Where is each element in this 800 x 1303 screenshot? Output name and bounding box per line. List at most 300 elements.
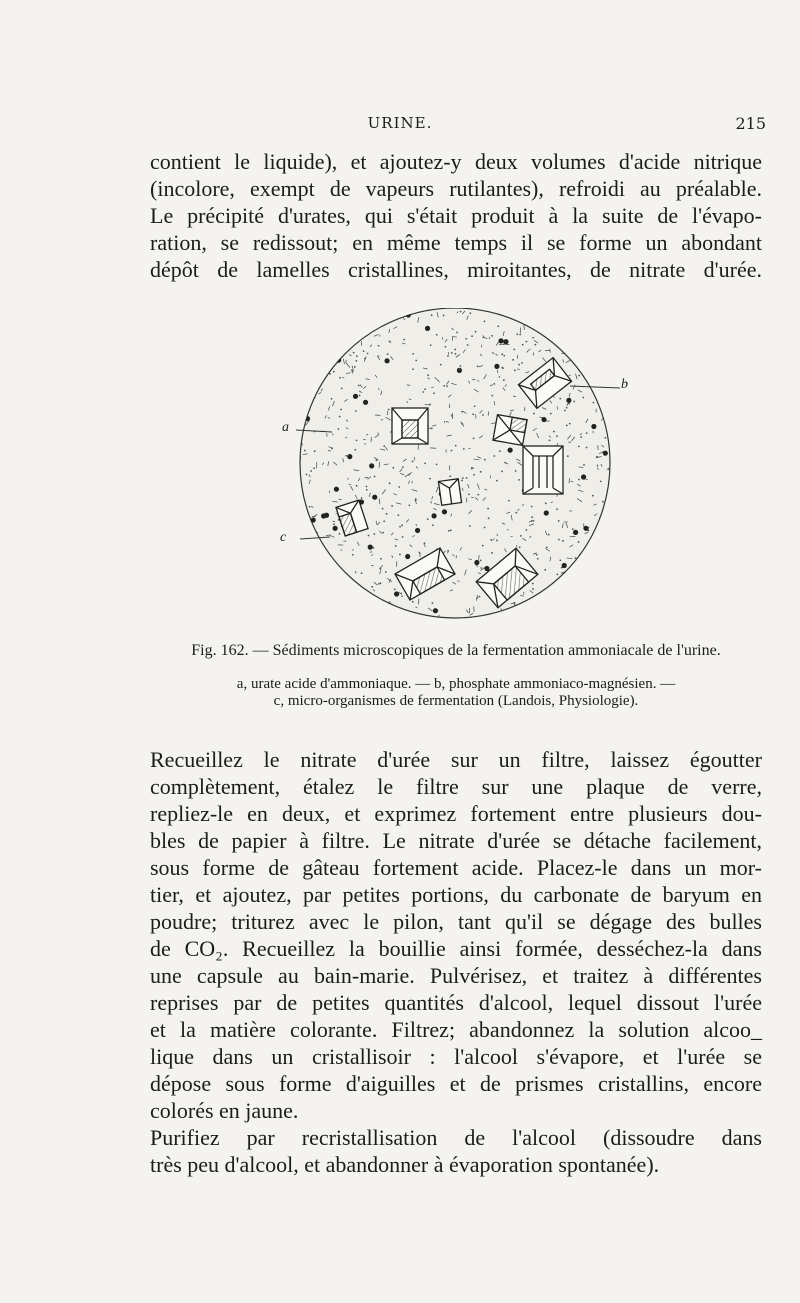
organism-speck [513,349,515,351]
organism-speck [310,332,312,334]
organism-speck [582,605,585,609]
organism-speck [503,339,508,344]
organism-speck [450,529,452,531]
organism-speck [299,364,301,366]
organism-speck [514,602,516,604]
text-line: et la matière colorante. Filtrez; abandonnez la solution alcoo_ [150,1017,762,1042]
organism-speck [521,362,523,364]
organism-speck [348,333,353,338]
text-line: tier, et ajoutez, par petites portions, du carbonate de baryum en [150,882,762,907]
organism-speck [318,327,320,328]
organism-speck [564,308,566,309]
organism-speck [459,365,461,367]
organism-speck [596,613,598,615]
organism-speck [491,395,493,397]
organism-speck [501,367,503,369]
organism-speck [295,406,300,409]
organism-speck [566,425,568,427]
organism-speck [310,604,312,606]
organism-speck [333,523,335,525]
organism-speck [518,313,520,316]
organism-speck [560,318,563,319]
organism-speck [455,353,457,355]
organism-speck [473,437,475,439]
organism-speck [375,460,377,462]
organism-speck [361,572,363,574]
organism-speck [583,327,585,329]
organism-speck [539,321,541,323]
organism-speck [463,448,465,450]
organism-speck [361,497,363,499]
organism-speck [325,607,327,609]
organism-speck [412,368,414,370]
microscope-figure [270,308,630,628]
organism-speck [556,608,557,611]
organism-speck [352,609,357,614]
organism-speck [551,587,553,589]
organism-speck [599,594,601,596]
organism-speck [313,467,315,469]
organism-speck [353,352,355,354]
organism-speck [588,320,590,322]
organism-speck [468,493,470,495]
organism-speck [480,471,482,473]
organism-speck [531,506,533,508]
figure-caption: Fig. 162. — Sédiments microscopiques de la fermentation ammoniacale de l'urine. [191,642,721,659]
organism-speck [477,494,479,496]
organism-speck [542,609,544,611]
organism-speck [550,413,552,415]
organism-speck [301,500,304,501]
organism-speck [586,432,588,434]
organism-speck [585,362,587,364]
organism-speck [306,474,308,476]
organism-speck [394,588,396,590]
paragraph-2 [150,746,762,1124]
organism-speck [544,569,546,571]
organism-speck [603,357,608,360]
organism-speck [532,613,534,615]
organism-speck [378,583,380,585]
organism-speck [386,513,388,515]
crystal [493,415,527,446]
organism-speck [443,385,445,387]
organism-speck [559,398,561,400]
organism-speck [382,532,384,534]
organism-speck [385,571,387,573]
organism-speck [556,574,558,576]
text-line: complètement, étalez le filtre sur une plaque de verre, [150,774,762,799]
organism-speck [366,486,368,488]
organism-speck [382,309,384,311]
organism-speck [556,329,560,331]
organism-speck [541,417,546,422]
organism-speck [392,467,394,469]
organism-speck [516,333,518,335]
organism-speck [494,364,499,369]
organism-speck [366,489,368,491]
organism-speck [383,445,385,447]
organism-speck [313,597,314,599]
organism-speck [388,409,390,411]
organism-speck [605,437,607,439]
organism-speck [557,608,559,610]
organism-speck [333,526,338,531]
organism-speck [474,560,479,565]
organism-speck [515,470,517,472]
sediment-illustration [270,308,630,628]
organism-speck [536,554,538,556]
organism-speck [395,545,397,547]
organism-speck [431,428,433,430]
organism-speck [327,325,329,326]
organism-speck [449,475,451,477]
organism-speck [383,520,385,522]
text-line: ration, se redissout; en même temps il se forme un abondant [150,230,762,255]
organism-speck [391,505,393,507]
organism-speck [549,440,551,442]
organism-speck [387,353,389,355]
organism-speck [605,333,606,336]
organism-speck [573,343,575,345]
organism-speck [518,364,520,366]
figure-legend-line: a, urate acide d'ammoniaque. — b, phosphate ammoniaco-magnésien. — [236,676,676,692]
organism-speck [556,435,558,437]
organism-speck [425,326,430,331]
organism-speck [339,377,341,379]
organism-speck [543,596,545,598]
organism-speck [602,501,604,503]
organism-speck [539,607,541,609]
text-line: reprises par de petites quantités d'alcool, lequel dissout l'urée [150,990,762,1015]
organism-speck [408,504,410,506]
organism-speck [601,589,603,591]
organism-speck [582,325,586,328]
text-line: bles de papier à filtre. Le nitrate d'urée se détache facilement, [150,828,762,853]
organism-speck [533,413,535,415]
organism-speck [331,579,332,581]
organism-speck [520,535,522,537]
organism-speck [579,310,581,313]
organism-speck [582,397,584,399]
organism-speck [585,578,587,580]
organism-speck [493,383,495,385]
organism-speck [572,355,577,360]
organism-speck [460,311,462,313]
organism-speck [299,330,301,332]
organism-speck [465,338,467,340]
organism-speck [363,400,368,405]
organism-speck [396,308,401,312]
organism-speck [339,416,341,418]
text-line: (incolore, exempt de vapeurs rutilantes), refroidi au préalable. [150,176,762,201]
organism-speck [363,350,365,352]
organism-speck [583,526,588,531]
organism-speck [603,613,608,614]
organism-speck [562,540,564,542]
organism-speck [354,366,356,368]
text-line: repliez-le en deux, et exprimez fortement entre plusieurs dou- [150,801,762,826]
organism-speck [600,480,602,482]
organism-speck [600,585,604,587]
organism-speck [374,476,376,478]
organism-speck [352,554,354,556]
organism-speck [309,534,311,535]
text-line: une capsule au bain-marie. Pulvérisez, et traitez à différentes [150,963,762,988]
organism-speck [427,374,429,376]
organism-speck [482,414,484,416]
organism-speck [302,550,304,552]
organism-speck [353,394,358,399]
organism-speck [317,318,319,319]
organism-speck [537,558,539,560]
organism-speck [482,545,484,547]
organism-speck [301,600,306,602]
organism-speck [368,535,370,537]
organism-speck [522,344,524,346]
figure-legend-line: c, micro-organismes de fermentation (Landois, Physiologie). [273,693,639,709]
organism-speck [443,315,445,317]
organism-speck [455,445,457,447]
organism-speck [380,568,382,570]
organism-speck [322,562,324,564]
organism-speck [578,479,580,481]
organism-speck [448,530,450,532]
organism-speck [390,312,392,314]
organism-speck [308,370,312,371]
organism-speck [593,402,595,404]
text-line: Le précipité d'urates, qui s'était produit à la suite de l'évapo- [150,203,762,228]
organism-speck [598,384,600,386]
organism-speck [475,331,477,333]
organism-speck [318,374,320,376]
page-number: 215 [735,114,766,133]
organism-speck [566,407,568,409]
organism-speck [467,344,469,346]
organism-speck [302,386,304,388]
organism-speck [352,588,354,590]
organism-speck [578,446,580,448]
organism-speck [358,385,360,387]
organism-speck [548,617,550,619]
organism-speck [525,529,527,531]
organism-speck [430,344,432,346]
organism-speck [559,331,561,333]
organism-speck [491,335,493,337]
organism-speck [309,316,314,321]
organism-speck [572,528,574,530]
organism-speck [586,447,588,449]
organism-speck [603,451,608,456]
organism-speck [545,502,547,504]
organism-speck [537,609,542,612]
organism-speck [578,541,580,543]
organism-speck [572,611,574,613]
organism-speck [324,513,329,518]
organism-speck [600,352,602,354]
organism-speck [405,554,410,559]
organism-speck [378,345,380,347]
organism-speck [591,588,593,589]
organism-speck [384,358,389,363]
text-line: Recueillez le nitrate d'urée sur un filtre, laissez égoutter [150,747,762,772]
organism-speck [591,615,593,617]
organism-speck [491,552,493,554]
organism-speck [519,611,523,612]
organism-speck [433,392,435,394]
organism-speck [347,454,352,459]
organism-speck [398,486,400,488]
organism-speck [316,578,321,583]
organism-speck [334,487,339,492]
organism-speck [593,563,596,567]
organism-speck [431,513,436,518]
organism-speck [338,428,340,430]
organism-speck [586,598,588,600]
organism-speck [383,613,385,615]
organism-speck [451,352,453,354]
organism-speck [484,459,486,461]
organism-speck [496,480,498,482]
organism-speck [582,314,583,316]
organism-speck [402,536,404,538]
organism-speck [592,495,594,497]
organism-speck [311,582,316,587]
organism-speck [322,352,327,353]
organism-speck [446,385,448,387]
organism-speck [497,325,499,327]
organism-speck [349,595,354,600]
organism-speck [314,450,316,452]
organism-speck [372,495,377,500]
organism-speck [306,367,308,369]
organism-speck [546,546,548,548]
organism-speck [389,482,391,484]
organism-speck [415,360,417,362]
organism-speck [532,337,534,339]
organism-speck [333,371,335,373]
organism-speck [332,327,334,329]
organism-speck [577,571,579,573]
organism-speck [320,598,322,600]
organism-speck [518,608,519,610]
organism-speck [400,613,405,618]
organism-speck [318,581,320,583]
organism-speck [319,349,321,351]
organism-speck [310,470,312,472]
crystal [392,408,428,444]
organism-speck [607,344,608,347]
organism-speck [373,547,375,549]
organism-speck [532,588,534,590]
organism-speck [380,335,381,337]
text-line: colorés en jaune. [150,1098,299,1123]
organism-speck [456,331,458,333]
organism-speck [548,534,550,536]
organism-speck [569,423,571,425]
organism-speck [333,602,334,606]
organism-speck [518,479,520,481]
organism-speck [318,538,319,544]
organism-speck [371,586,373,588]
text-line: lique dans un cristallisoir : l'alcool s'évapore, et l'urée se [150,1044,762,1069]
organism-speck [338,576,340,578]
organism-speck [447,550,449,552]
organism-speck [601,517,603,519]
label-a: a [282,420,289,435]
organism-speck [371,308,376,312]
organism-speck [588,379,590,384]
organism-speck [445,346,447,348]
organism-speck [312,531,314,533]
organism-speck [329,605,331,607]
text-line: dépôt de lamelles cristallines, miroitantes, de nitrate d'urée. [150,257,762,282]
organism-speck [559,559,561,561]
organism-speck [480,567,482,569]
organism-speck [484,527,486,529]
organism-speck [583,464,585,466]
text-line: dépose sous forme d'aiguilles et de prismes cristallins, encore [150,1071,762,1096]
organism-speck [304,450,306,452]
organism-speck [593,381,595,383]
organism-speck [488,517,490,519]
organism-speck [424,388,426,390]
organism-speck [496,540,498,542]
organism-speck [591,424,596,429]
organism-speck [355,360,357,362]
organism-speck [316,309,320,311]
organism-speck [424,462,426,464]
organism-speck [314,359,319,364]
text-line: très peu d'alcool, et abandonner à évaporation spontanée). [150,1152,660,1177]
organism-speck [359,395,361,397]
organism-speck [579,367,584,372]
label-c: c [280,530,287,545]
organism-speck [596,580,598,581]
organism-speck [575,324,576,327]
organism-speck [574,322,576,324]
organism-speck [508,500,510,502]
organism-speck [401,524,403,526]
organism-speck [479,596,481,598]
text-line: poudre; triturez avec le pilon, tant qu'il se dégage des bulles [150,909,762,934]
text-line: contient le liquide), et ajoutez-y deux volumes d'acide nitrique [150,149,762,174]
text-line: sous forme de gâteau fortement acide. Placez-le dans un mor- [150,855,762,880]
organism-speck [394,591,399,596]
organism-speck [440,364,442,366]
organism-speck [329,373,331,375]
organism-speck [302,547,305,549]
organism-speck [432,602,434,604]
organism-speck [348,337,350,341]
organism-speck [386,610,391,615]
organism-speck [369,463,374,468]
organism-speck [480,559,482,561]
organism-speck [382,508,384,510]
organism-speck [355,410,357,412]
organism-speck [596,568,598,570]
organism-speck [490,539,492,541]
organism-speck [477,365,479,367]
crystal [523,446,563,494]
organism-speck [389,340,391,342]
organism-speck [345,455,347,457]
organism-speck [606,526,608,528]
organism-speck [507,309,508,311]
organism-speck [436,334,438,336]
organism-speck [501,471,503,473]
organism-speck [553,431,555,433]
